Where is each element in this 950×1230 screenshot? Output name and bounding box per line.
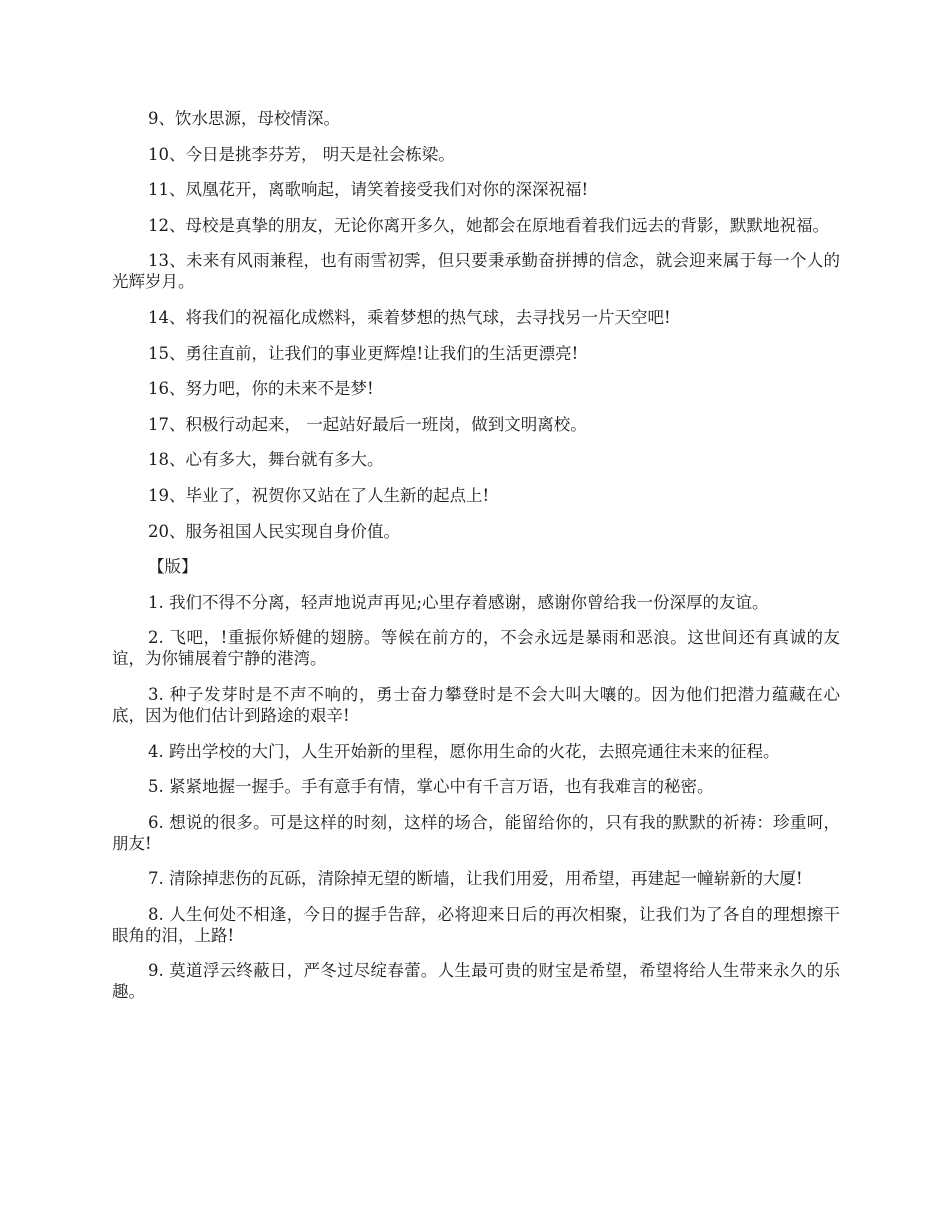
list-item: 9. 莫道浮云终蔽日，严冬过尽绽春蕾。人生最可贵的财宝是希望，希望将给人生带来永久的乐趣。	[112, 961, 840, 1002]
list-item: 18、心有多大，舞台就有多大。	[148, 450, 384, 470]
list-item: 11、凤凰花开，离歌响起，请笑着接受我们对你的深深祝福!	[148, 180, 589, 200]
list-item: 1. 我们不得不分离，轻声地说声再见;心里存着感谢，感谢你曾给我一份深厚的友谊。	[148, 592, 769, 612]
list-item: 15、勇往直前，让我们的事业更辉煌!让我们的生活更漂亮!	[148, 343, 579, 363]
list-item: 13、未来有风雨兼程，也有雨雪初霁，但只要秉承勤奋拼搏的信念，就会迎来属于每一个人的光辉岁月。	[112, 251, 840, 292]
list-item: 7. 清除掉悲伤的瓦砾，清除掉无望的断墙，让我们用爱，用希望，再建起一幢崭新的大厦!	[148, 869, 803, 889]
list-item: 10、今日是挑李芬芳， 明天是社会栋梁。	[148, 144, 455, 164]
list-item: 17、积极行动起来， 一起站好最后一班岗，做到文明离校。	[148, 414, 587, 434]
list-item: 2. 飞吧，!重振你矫健的翅膀。等候在前方的，不会永远是暴雨和恶浪。这世间还有真诚的友谊，为你铺展着宁静的港湾。	[112, 628, 840, 669]
list-item: 9、饮水思源，母校情深。	[148, 109, 340, 128]
list-item: 4. 跨出学校的大门，人生开始新的里程，愿你用生命的火花，去照亮通往未来的征程。	[148, 741, 780, 761]
list-item: 20、服务祖国人民实现自身价值。	[148, 521, 400, 541]
list-item: 6. 想说的很多。可是这样的时刻，这样的场合，能留给你的，只有我的默默的祈祷：珍重呵，朋友!	[112, 812, 840, 853]
list-item: 8. 人生何处不相逢，今日的握手告辞，必将迎来日后的再次相聚，让我们为了各自的理想擦干眼角的泪，上路!	[112, 904, 840, 945]
section-heading: 【版】	[148, 557, 198, 577]
list-item: 5. 紧紧地握一握手。手有意手有情，掌心中有千言万语，也有我难言的秘密。	[148, 777, 714, 797]
list-item: 3. 种子发芽时是不声不响的，勇士奋力攀登时是不会大叫大嚷的。因为他们把潜力蕴藏在心底，因为他们估计到路途的艰辛!	[112, 684, 840, 725]
list-item: 19、毕业了，祝贺你又站在了人生新的起点上!	[148, 485, 490, 505]
list-item: 12、母校是真挚的朋友，无论你离开多久，她都会在原地看着我们远去的背影，默默地祝福。	[148, 215, 829, 235]
list-item: 16、努力吧，你的未来不是梦!	[148, 379, 374, 399]
list-item: 14、将我们的祝福化成燃料，乘着梦想的热气球，去寻找另一片天空吧!	[148, 307, 671, 327]
document-body	[112, 108, 840, 1017]
